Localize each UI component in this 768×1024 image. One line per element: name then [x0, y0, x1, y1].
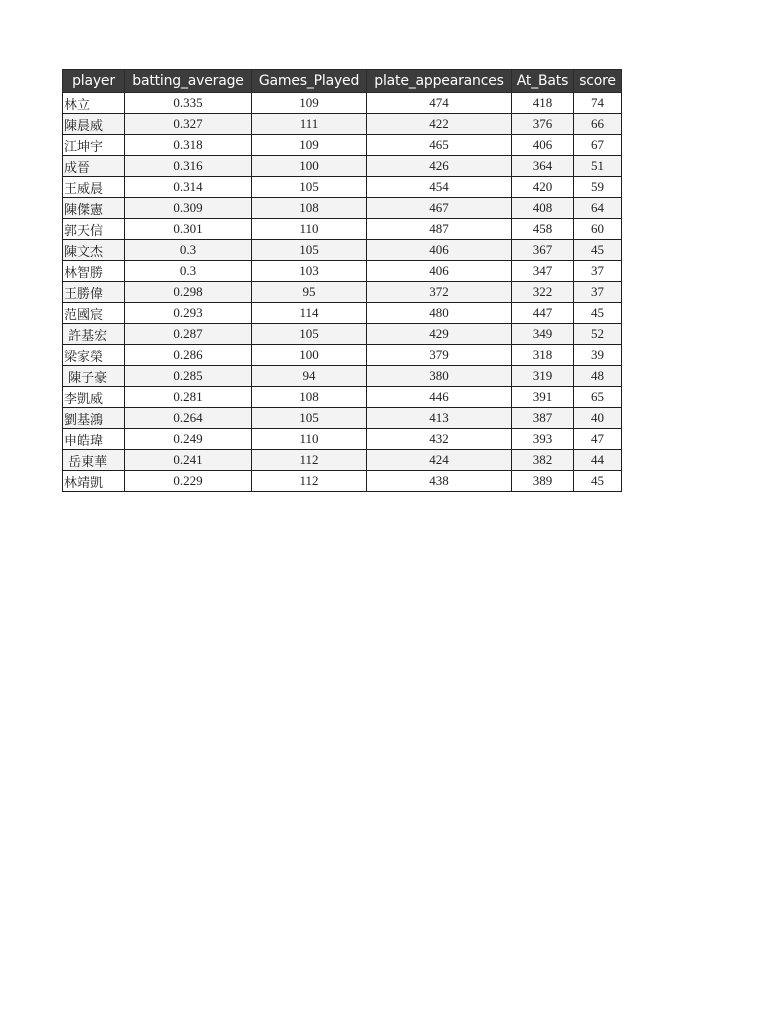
table-row — [63, 219, 622, 240]
player-cell: 陳傑憲 — [63, 198, 125, 219]
batting-average-cell: 0.264 — [125, 408, 252, 429]
player-cell: 劉基鴻 — [63, 408, 125, 429]
at-bats-cell: 418 — [512, 93, 574, 114]
games-played-cell: 112 — [252, 450, 367, 471]
games-played-cell: 94 — [252, 366, 367, 387]
at-bats-cell: 389 — [512, 471, 574, 492]
score-cell: 44 — [574, 450, 622, 471]
plate-appearances-cell: 406 — [367, 261, 512, 282]
table-row — [63, 282, 622, 303]
score-cell: 37 — [574, 282, 622, 303]
games-played-cell: 100 — [252, 345, 367, 366]
header-score: score — [574, 70, 622, 93]
batting-average-cell: 0.298 — [125, 282, 252, 303]
header-batting-average: batting_average — [125, 70, 252, 93]
games-played-cell: 95 — [252, 282, 367, 303]
score-cell: 48 — [574, 366, 622, 387]
score-cell: 51 — [574, 156, 622, 177]
table-row — [63, 261, 622, 282]
batting-average-cell: 0.3 — [125, 261, 252, 282]
plate-appearances-cell: 480 — [367, 303, 512, 324]
at-bats-cell: 364 — [512, 156, 574, 177]
batting-average-cell: 0.249 — [125, 429, 252, 450]
batting-average-cell: 0.287 — [125, 324, 252, 345]
score-cell: 74 — [574, 93, 622, 114]
batting-average-cell: 0.335 — [125, 93, 252, 114]
player-cell: 王勝偉 — [63, 282, 125, 303]
at-bats-cell: 408 — [512, 198, 574, 219]
plate-appearances-cell: 422 — [367, 114, 512, 135]
games-played-cell: 100 — [252, 156, 367, 177]
table-row — [63, 177, 622, 198]
player-cell: 范國宸 — [63, 303, 125, 324]
player-cell: 梁家榮 — [63, 345, 125, 366]
player-cell: 陳文杰 — [63, 240, 125, 261]
games-played-cell: 109 — [252, 135, 367, 156]
at-bats-cell: 319 — [512, 366, 574, 387]
at-bats-cell: 406 — [512, 135, 574, 156]
table-row — [63, 366, 622, 387]
score-cell: 52 — [574, 324, 622, 345]
plate-appearances-cell: 372 — [367, 282, 512, 303]
table-row — [63, 114, 622, 135]
player-cell: 王威晨 — [63, 177, 125, 198]
player-cell: 岳東華 — [63, 450, 125, 471]
batting-average-cell: 0.318 — [125, 135, 252, 156]
batting-average-cell: 0.293 — [125, 303, 252, 324]
at-bats-cell: 347 — [512, 261, 574, 282]
player-cell: 陳子豪 — [63, 366, 125, 387]
player-cell: 成晉 — [63, 156, 125, 177]
at-bats-cell: 393 — [512, 429, 574, 450]
games-played-cell: 105 — [252, 408, 367, 429]
batting-average-cell: 0.327 — [125, 114, 252, 135]
table-row — [63, 471, 622, 492]
table-row — [63, 93, 622, 114]
player-stats-table — [62, 69, 622, 492]
score-cell: 65 — [574, 387, 622, 408]
plate-appearances-cell: 454 — [367, 177, 512, 198]
score-cell: 37 — [574, 261, 622, 282]
games-played-cell: 105 — [252, 177, 367, 198]
plate-appearances-cell: 406 — [367, 240, 512, 261]
header-row — [63, 70, 622, 93]
table-row — [63, 135, 622, 156]
at-bats-cell: 387 — [512, 408, 574, 429]
table-row — [63, 450, 622, 471]
plate-appearances-cell: 465 — [367, 135, 512, 156]
player-cell: 林靖凱 — [63, 471, 125, 492]
player-cell: 林立 — [63, 93, 125, 114]
player-cell: 李凱威 — [63, 387, 125, 408]
batting-average-cell: 0.301 — [125, 219, 252, 240]
player-cell: 申皓瑋 — [63, 429, 125, 450]
batting-average-cell: 0.229 — [125, 471, 252, 492]
games-played-cell: 110 — [252, 219, 367, 240]
table-row — [63, 156, 622, 177]
batting-average-cell: 0.285 — [125, 366, 252, 387]
header-plate-appearances: plate_appearances — [367, 70, 512, 93]
plate-appearances-cell: 487 — [367, 219, 512, 240]
plate-appearances-cell: 380 — [367, 366, 512, 387]
score-cell: 45 — [574, 240, 622, 261]
games-played-cell: 105 — [252, 324, 367, 345]
table-row — [63, 324, 622, 345]
at-bats-cell: 376 — [512, 114, 574, 135]
plate-appearances-cell: 426 — [367, 156, 512, 177]
plate-appearances-cell: 474 — [367, 93, 512, 114]
player-cell: 陳晨威 — [63, 114, 125, 135]
table-row — [63, 198, 622, 219]
at-bats-cell: 318 — [512, 345, 574, 366]
score-cell: 47 — [574, 429, 622, 450]
player-cell: 郭天信 — [63, 219, 125, 240]
plate-appearances-cell: 432 — [367, 429, 512, 450]
plate-appearances-cell: 424 — [367, 450, 512, 471]
score-cell: 45 — [574, 471, 622, 492]
games-played-cell: 111 — [252, 114, 367, 135]
games-played-cell: 105 — [252, 240, 367, 261]
at-bats-cell: 367 — [512, 240, 574, 261]
score-cell: 59 — [574, 177, 622, 198]
games-played-cell: 103 — [252, 261, 367, 282]
player-cell: 江坤宇 — [63, 135, 125, 156]
score-cell: 60 — [574, 219, 622, 240]
at-bats-cell: 447 — [512, 303, 574, 324]
plate-appearances-cell: 429 — [367, 324, 512, 345]
games-played-cell: 109 — [252, 93, 367, 114]
plate-appearances-cell: 413 — [367, 408, 512, 429]
batting-average-cell: 0.281 — [125, 387, 252, 408]
batting-average-cell: 0.286 — [125, 345, 252, 366]
score-cell: 66 — [574, 114, 622, 135]
at-bats-cell: 382 — [512, 450, 574, 471]
plate-appearances-cell: 467 — [367, 198, 512, 219]
games-played-cell: 112 — [252, 471, 367, 492]
batting-average-cell: 0.309 — [125, 198, 252, 219]
batting-average-cell: 0.241 — [125, 450, 252, 471]
plate-appearances-cell: 379 — [367, 345, 512, 366]
games-played-cell: 110 — [252, 429, 367, 450]
player-cell: 許基宏 — [63, 324, 125, 345]
table-row — [63, 240, 622, 261]
at-bats-cell: 458 — [512, 219, 574, 240]
at-bats-cell: 420 — [512, 177, 574, 198]
plate-appearances-cell: 438 — [367, 471, 512, 492]
plate-appearances-cell: 446 — [367, 387, 512, 408]
score-cell: 39 — [574, 345, 622, 366]
header-player: player — [63, 70, 125, 93]
score-cell: 67 — [574, 135, 622, 156]
at-bats-cell: 349 — [512, 324, 574, 345]
score-cell: 45 — [574, 303, 622, 324]
table-row — [63, 387, 622, 408]
score-cell: 40 — [574, 408, 622, 429]
table-row — [63, 303, 622, 324]
score-cell: 64 — [574, 198, 622, 219]
batting-average-cell: 0.314 — [125, 177, 252, 198]
player-cell: 林智勝 — [63, 261, 125, 282]
batting-average-cell: 0.3 — [125, 240, 252, 261]
games-played-cell: 108 — [252, 198, 367, 219]
table-row — [63, 408, 622, 429]
header-games-played: Games_Played — [252, 70, 367, 93]
header-at-bats: At_Bats — [512, 70, 574, 93]
batting-average-cell: 0.316 — [125, 156, 252, 177]
table-row — [63, 429, 622, 450]
at-bats-cell: 322 — [512, 282, 574, 303]
table-row — [63, 345, 622, 366]
at-bats-cell: 391 — [512, 387, 574, 408]
games-played-cell: 108 — [252, 387, 367, 408]
table-body — [63, 93, 622, 492]
games-played-cell: 114 — [252, 303, 367, 324]
